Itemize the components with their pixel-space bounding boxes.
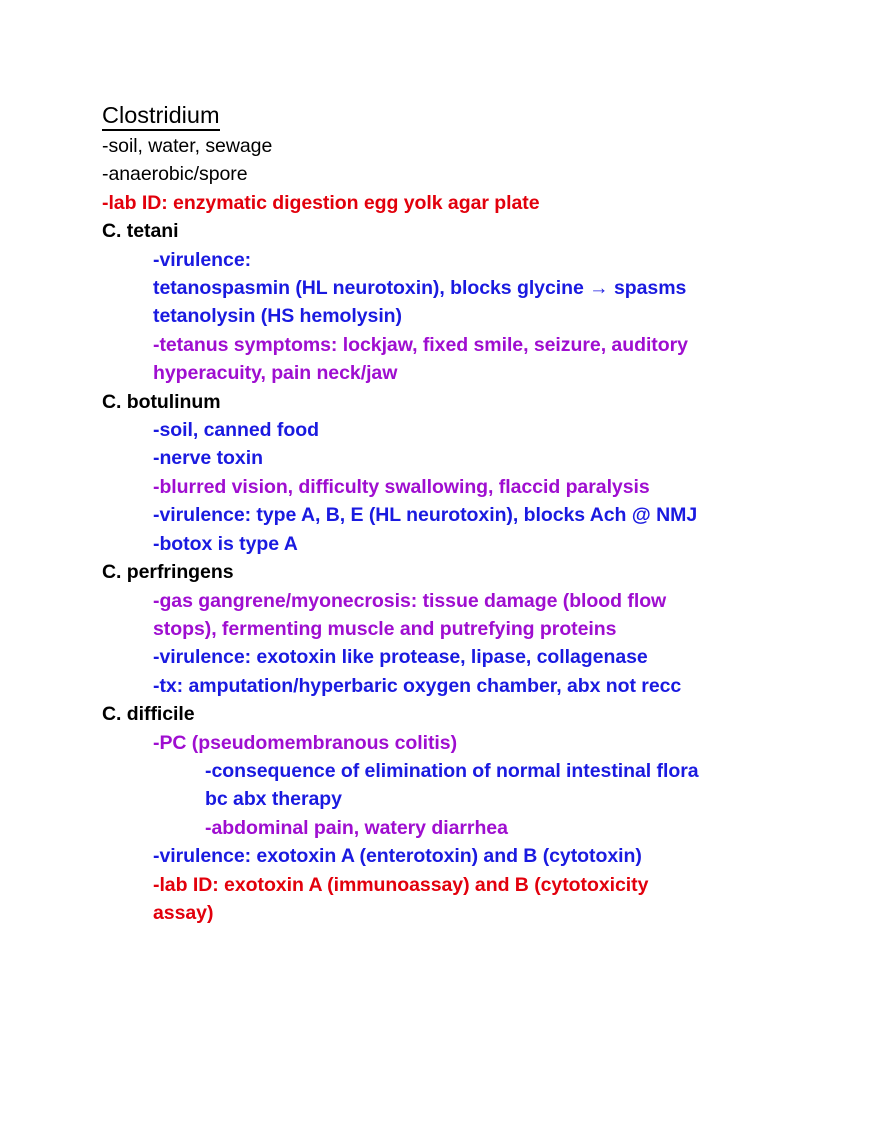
notes-line: -tx: amputation/hyperbaric oxygen chamber, abx not recc <box>153 674 682 697</box>
notes-line: -botox is type A <box>153 532 298 555</box>
notes-line: C. botulinum <box>102 390 221 413</box>
notes-line: tetanospasmin (HL neurotoxin), blocks glycine → spasms <box>153 277 687 300</box>
notes-line: -lab ID: exotoxin A (immunoassay) and B (cytotoxicity <box>153 873 649 896</box>
notes-line: hyperacuity, pain neck/jaw <box>153 362 398 385</box>
notes-line: -anaerobic/spore <box>102 163 248 186</box>
notes-line: -tetanus symptoms: lockjaw, fixed smile, seizure, auditory <box>153 333 688 356</box>
notes-line: -soil, canned food <box>153 419 319 442</box>
notes-line: -lab ID: enzymatic digestion egg yolk agar plate <box>102 191 540 214</box>
notes-line: -consequence of elimination of normal intestinal flora <box>205 759 699 782</box>
notes-line: tetanolysin (HS hemolysin) <box>153 305 402 328</box>
notes-line: -virulence: type A, B, E (HL neurotoxin), blocks Ach @ NMJ <box>153 504 698 527</box>
notes-line: assay) <box>153 901 214 924</box>
notes-line: bc abx therapy <box>205 788 342 811</box>
notes-line: -soil, water, sewage <box>102 135 273 157</box>
notes-line: C. difficile <box>102 703 195 726</box>
notes-line: stops), fermenting muscle and putrefying proteins <box>153 617 617 640</box>
notes-line: -abdominal pain, watery diarrhea <box>205 816 508 839</box>
notes-line: -virulence: <box>153 248 252 271</box>
notes-line: -gas gangrene/myonecrosis: tissue damage (blood flow <box>153 589 667 612</box>
page-title <box>102 100 802 130</box>
notes-line: -blurred vision, difficulty swallowing, flaccid paralysis <box>153 475 650 498</box>
notes-line: -virulence: exotoxin like protease, lipase, collagenase <box>153 646 648 669</box>
notes-line: -nerve toxin <box>153 447 263 470</box>
notes-body <box>102 100 802 927</box>
page-title-text: Clostridium <box>102 102 220 131</box>
notes-line: -virulence: exotoxin A (enterotoxin) and B (cytotoxin) <box>153 845 642 868</box>
notes-line: C. perfringens <box>102 561 234 584</box>
notes-line-list <box>102 132 802 927</box>
notes-line: -PC (pseudomembranous colitis) <box>153 731 458 754</box>
notes-line: C. tetani <box>102 220 179 243</box>
